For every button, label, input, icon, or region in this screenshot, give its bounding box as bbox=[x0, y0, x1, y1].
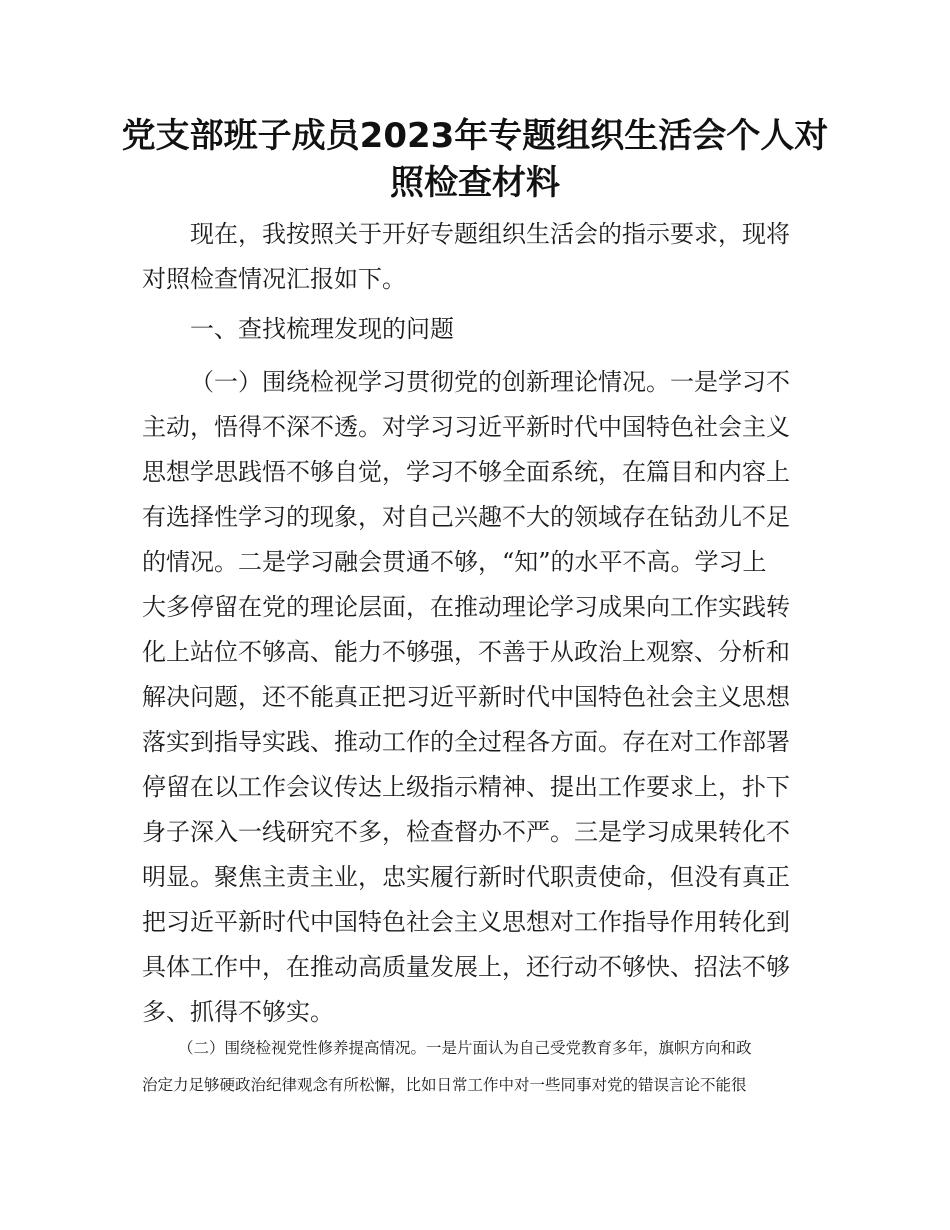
text-line: 主动，悟得不深不透。对学习习近平新时代中国特色社会主义 bbox=[142, 413, 790, 441]
text-line: 多、抓得不够实。 bbox=[142, 998, 334, 1026]
text-line: 对照检查情况汇报如下。 bbox=[142, 265, 406, 293]
document-title-line-2: 照检查材料 bbox=[390, 163, 560, 203]
text-line: 具体工作中，在推动高质量发展上，还行动不够快、招法不够 bbox=[142, 953, 790, 981]
text-line: （二）围绕检视党性修养提高情况。一是片面认为自己受党教育多年，旗帜方向和政 bbox=[178, 1039, 752, 1057]
section-heading-1 bbox=[142, 307, 812, 352]
intro-paragraph bbox=[142, 212, 812, 302]
section-2-paragraph bbox=[142, 1030, 812, 1104]
text-line: 大多停留在党的理论层面，在推动理论学习成果向工作实践转 bbox=[142, 593, 790, 621]
text-line: 明显。聚焦主责主业，忠实履行新时代职责使命，但没有真正 bbox=[142, 863, 790, 891]
text-line: 身子深入一线研究不多，检查督办不严。三是学习成果转化不 bbox=[142, 818, 790, 846]
text-line: 思想学思践悟不够自觉，学习不够全面系统，在篇目和内容上 bbox=[142, 458, 790, 486]
text-line: 把习近平新时代中国特色社会主义思想对工作指导作用转化到 bbox=[142, 908, 790, 936]
text-line: 解决问题，还不能真正把习近平新时代中国特色社会主义思想 bbox=[142, 683, 790, 711]
text-line: 的情况。二是学习融会贯通不够，“知”的水平不高。学习上 bbox=[142, 548, 767, 576]
text-line: 治定力足够硬政治纪律观念有所松懈，比如日常工作中对一些同事对党的错误言论不能很 bbox=[142, 1076, 747, 1094]
text-line: 现在，我按照关于开好专题组织生活会的指示要求，现将 bbox=[190, 220, 790, 248]
section-1-paragraph bbox=[142, 360, 812, 1035]
document-title-line-1: 党支部班子成员2023年专题组织生活会个人对 bbox=[121, 116, 829, 156]
text-line: 落实到指导实践、推动工作的全过程各方面。存在对工作部署 bbox=[142, 728, 790, 756]
text-line: 停留在以工作会议传达上级指示精神、提出工作要求上，扑下 bbox=[142, 773, 790, 801]
section-heading-text: 一、查找梳理发现的问题 bbox=[190, 315, 454, 343]
text-line: （一）围绕检视学习贯彻党的创新理论情况。一是学习不 bbox=[190, 368, 790, 396]
text-line: 化上站位不够高、能力不够强，不善于从政治上观察、分析和 bbox=[142, 638, 790, 666]
text-line: 有选择性学习的现象，对自己兴趣不大的领域存在钻劲儿不足 bbox=[142, 503, 790, 531]
